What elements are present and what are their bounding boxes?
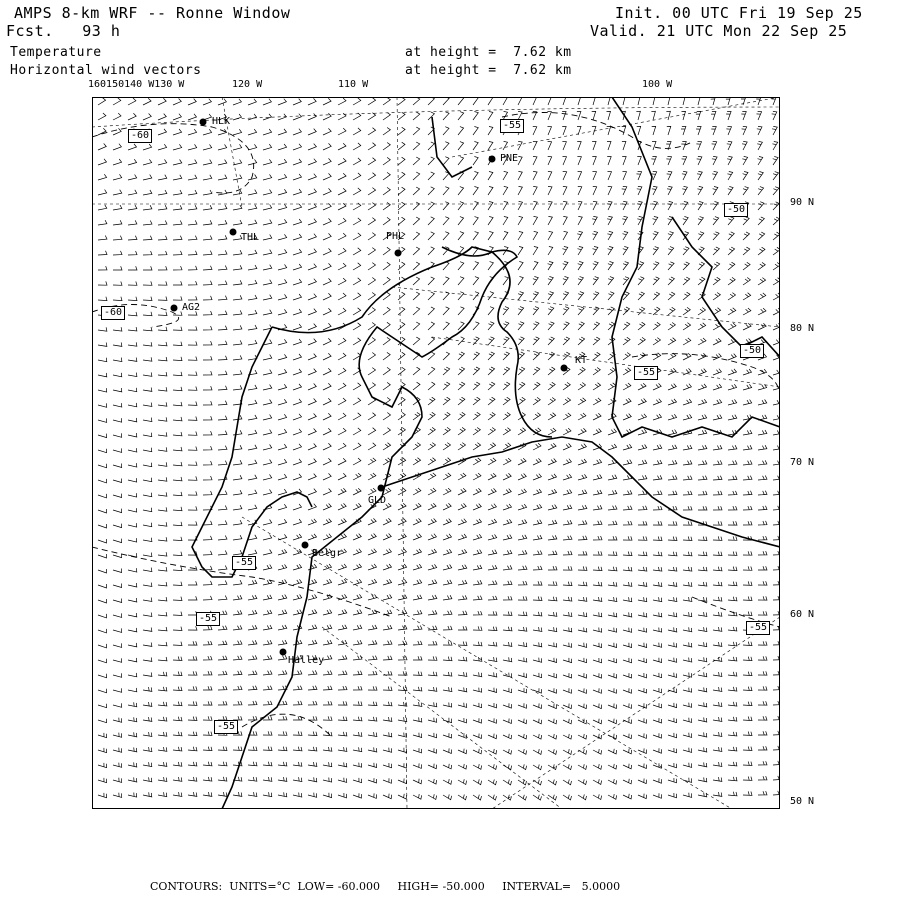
lat-label-60n: 60 N: [790, 609, 815, 620]
station-dot-kt: [561, 365, 568, 372]
contour-label: -50: [740, 344, 764, 358]
lon-label-110w: 110 W: [338, 79, 369, 90]
contour-label: -60: [101, 306, 125, 320]
station-label-phl: PHL: [386, 231, 405, 242]
height-temperature: at height = 7.62 km: [405, 45, 572, 60]
station-label-hlk: HLK: [212, 116, 231, 127]
contour-label: -55: [214, 720, 238, 734]
station-dot-gld: [378, 485, 385, 492]
lon-label-cluster: 160150140 W130 W: [88, 79, 185, 90]
station-dot-phl: [395, 250, 402, 257]
contour-label: -55: [232, 556, 256, 570]
station-dot-belgr: [302, 542, 309, 549]
station-dot-pne: [489, 156, 496, 163]
init-time: Init. 00 UTC Fri 19 Sep 25: [615, 4, 863, 22]
height-wind: at height = 7.62 km: [405, 63, 572, 78]
contour-label: -55: [746, 621, 770, 635]
station-label-belgr: Belgr: [312, 548, 343, 559]
station-label-pne: PNE: [500, 153, 519, 164]
contour-label: -55: [196, 612, 220, 626]
station-label-thl: THL: [241, 232, 260, 243]
contour-label: -60: [128, 129, 152, 143]
map-title: AMPS 8-km WRF -- Ronne Window: [14, 4, 291, 22]
station-dot-ag2: [171, 305, 178, 312]
station-label-kt: KT: [575, 355, 588, 366]
forecast-hour: Fcst. 93 h: [6, 22, 121, 40]
station-dot-hlk: [200, 119, 207, 126]
station-label-gld: GLD: [368, 495, 387, 506]
lon-label-100w: 100 W: [642, 79, 673, 90]
field-temperature: Temperature: [10, 45, 102, 60]
contour-label: -55: [634, 366, 658, 380]
contour-legend: CONTOURS: UNITS=°C LOW= -60.000 HIGH= -50.000 INTERVAL= 5.0000: [150, 880, 621, 893]
lat-label-70n: 70 N: [790, 457, 815, 468]
lat-label-90n: 90 N: [790, 197, 815, 208]
station-dot-thl: [230, 229, 237, 236]
map-panel: [92, 97, 780, 809]
station-dot-halley: [280, 649, 287, 656]
station-label-ag2: AG2: [182, 302, 201, 313]
field-wind-vectors: Horizontal wind vectors: [10, 63, 202, 78]
lat-label-80n: 80 N: [790, 323, 815, 334]
station-label-halley: Halley: [288, 655, 325, 666]
lon-label-120w: 120 W: [232, 79, 263, 90]
contour-label: -50: [724, 203, 748, 217]
lat-label-50n: 50 N: [790, 796, 815, 807]
valid-time: Valid. 21 UTC Mon 22 Sep 25: [590, 22, 848, 40]
contour-label: -55: [500, 119, 524, 133]
